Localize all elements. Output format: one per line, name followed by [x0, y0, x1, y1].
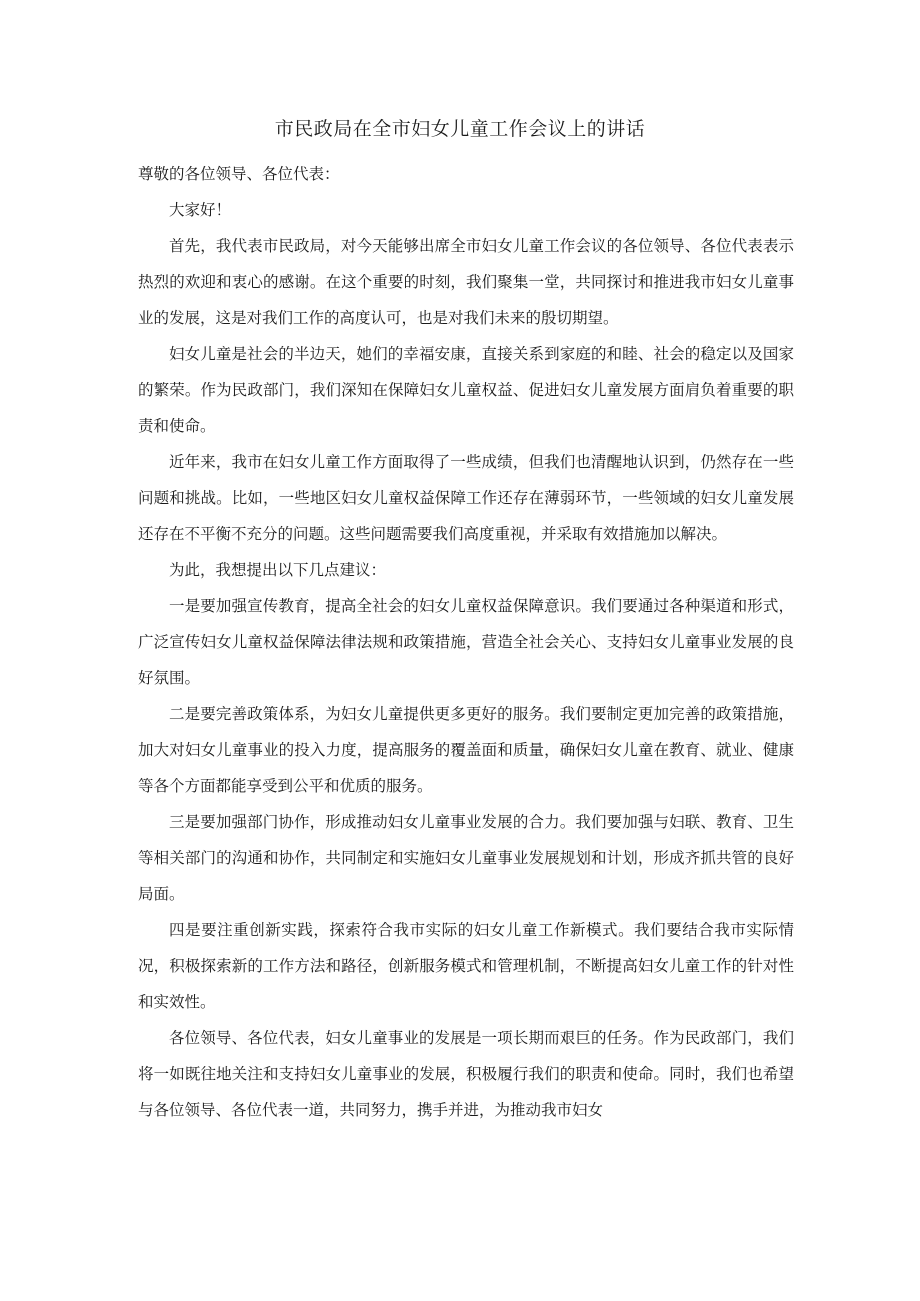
- document-body: [138, 156, 794, 1128]
- paragraph-opening: 首先，我代表市民政局，对今天能够出席全市妇女儿童工作会议的各位领导、各位代表表示热烈的欢迎和衷心的感谢。在这个重要的时刻，我们聚集一堂，共同探讨和推进我市妇女儿童事业的发展，这是对我们工作的高度认可，也是对我们未来的殷切期望。: [138, 237, 794, 327]
- salutation: 尊敬的各位领导、各位代表：: [138, 165, 340, 183]
- paragraph-suggestion-two: 二是要完善政策体系，为妇女儿童提供更多更好的服务。我们要制定更加完善的政策措施，加大对妇女儿童事业的投入力度，提高服务的覆盖面和质量，确保妇女儿童在教育、就业、健康等各个方面都能享受到公平和优质的服务。: [138, 705, 794, 795]
- paragraph-suggestion-one: 一是要加强宣传教育，提高全社会的妇女儿童权益保障意识。我们要通过各种渠道和形式，广泛宣传妇女儿童权益保障法律法规和政策措施，营造全社会关心、支持妇女儿童事业发展的良好氛围。: [138, 597, 794, 687]
- paragraph-problems: 近年来，我市在妇女儿童工作方面取得了一些成绩，但我们也清醒地认识到，仍然存在一些问题和挑战。比如，一些地区妇女儿童权益保障工作还存在薄弱环节，一些领域的妇女儿童发展还存在不平衡不充分的问题。这些问题需要我们高度重视，并采取有效措施加以解决。: [138, 453, 794, 543]
- paragraph-greeting: 大家好！: [169, 201, 232, 219]
- document-title: 市民政局在全市妇女儿童工作会议上的讲话: [274, 118, 646, 140]
- paragraph-suggestion-three: 三是要加强部门协作，形成推动妇女儿童事业发展的合力。我们要加强与妇联、教育、卫生等相关部门的沟通和协作，共同制定和实施妇女儿童事业发展规划和计划，形成齐抓共管的良好局面。: [138, 813, 794, 903]
- paragraph-suggestion-four: 四是要注重创新实践，探索符合我市实际的妇女儿童工作新模式。我们要结合我市实际情况，积极探索新的工作方法和路径，创新服务模式和管理机制，不断提高妇女儿童工作的针对性和实效性。: [138, 921, 794, 1011]
- paragraph-suggestions-intro: 为此，我想提出以下几点建议：: [169, 561, 387, 579]
- paragraph-closing: 各位领导、各位代表，妇女儿童事业的发展是一项长期而艰巨的任务。作为民政部门，我们将一如既往地关注和支持妇女儿童事业的发展，积极履行我们的职责和使命。同时，我们也希望与各位领导、各位代表一道，共同努力，携手并进，为推动我市妇女: [138, 1029, 794, 1119]
- paragraph-importance: 妇女儿童是社会的半边天，她们的幸福安康，直接关系到家庭的和睦、社会的稳定以及国家的繁荣。作为民政部门，我们深知在保障妇女儿童权益、促进妇女儿童发展方面肩负着重要的职责和使命。: [138, 345, 794, 435]
